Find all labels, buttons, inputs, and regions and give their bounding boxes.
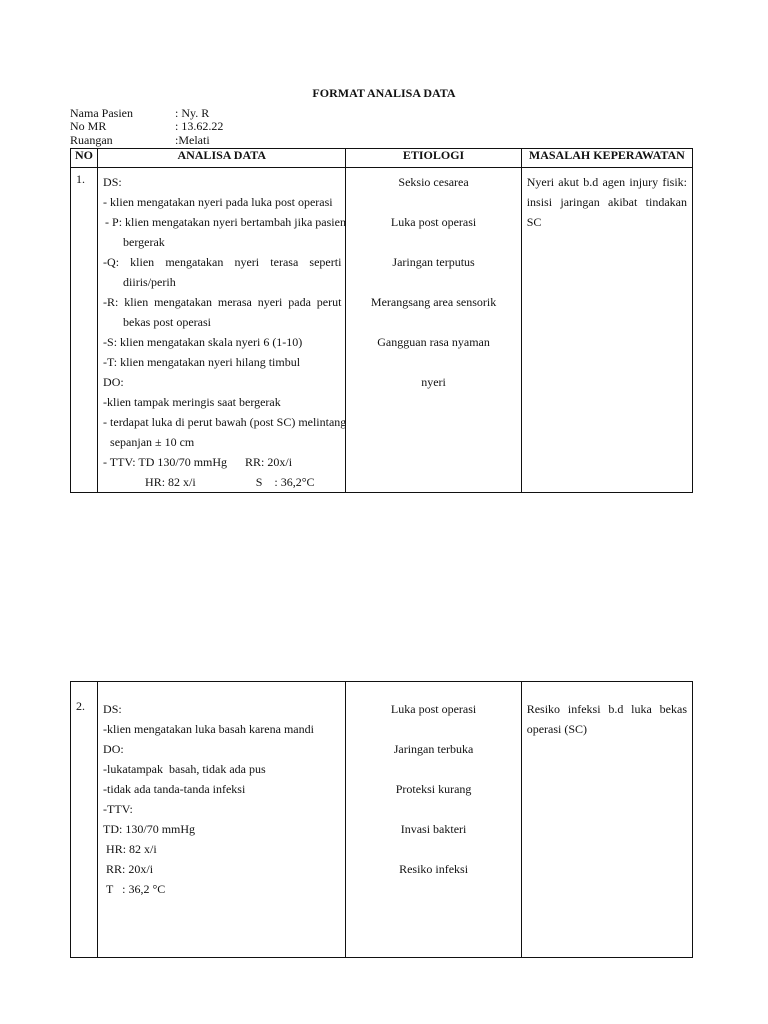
patient-mr-label: No MR (70, 119, 107, 133)
table-row (71, 682, 693, 958)
analisa-line: -S: klien mengatakan skala nyeri 6 (1-10) (103, 335, 303, 349)
analisa-line: bergerak (123, 235, 165, 249)
etiologi-cell (346, 168, 521, 493)
table-header-row (71, 149, 693, 168)
analisa-cell (98, 682, 346, 958)
analisa-line: HR: 82 x/i S : 36,2°C (145, 475, 315, 489)
analisa-line: - terdapat luka di perut bawah (post SC) melintang (103, 415, 347, 429)
analisa-line: DO: (103, 742, 124, 756)
etiologi-item: Merangsang area sensorik (370, 295, 497, 309)
etiologi-item: Jaringan terputus (392, 255, 475, 269)
etiologi-item: Invasi bakteri (400, 822, 467, 836)
row-number: 1. (71, 168, 98, 493)
etiologi-item: Luka post operasi (390, 215, 477, 229)
patient-room-label: Ruangan (70, 133, 113, 147)
analisa-line: DO: (103, 375, 124, 389)
analisa-line: TD: 130/70 mmHg (103, 822, 196, 836)
analisa-line: -tidak ada tanda-tanda infeksi (103, 782, 246, 796)
masalah-text: Nyeri akut b.d agen injury fisik: insisi jaringan akibat tindakan SC (526, 175, 687, 229)
analisa-line: HR: 82 x/i (106, 842, 157, 856)
header-etiologi: ETIOLOGI (346, 149, 521, 168)
analisa-line: -T: klien mengatakan nyeri hilang timbul (103, 355, 301, 369)
analysis-table-2 (70, 681, 693, 958)
etiologi-item: Seksio cesarea (398, 175, 469, 189)
analysis-table-1 (70, 148, 693, 493)
patient-name-label: Nama Pasien (70, 106, 133, 120)
analisa-line: -R: klien mengatakan merasa nyeri pada perut (103, 295, 342, 309)
etiologi-item: Proteksi kurang (395, 782, 472, 796)
analisa-line: -klien tampak meringis saat bergerak (103, 395, 281, 409)
document-title: FORMAT ANALISA DATA (312, 86, 456, 100)
header-analisa: ANALISA DATA (98, 149, 346, 168)
analisa-line: -TTV: (103, 802, 133, 816)
patient-mr-value: : 13.62.22 (175, 119, 224, 133)
analisa-line: DS: (103, 175, 122, 189)
analisa-line: T : 36,2 °C (106, 882, 166, 896)
etiologi-cell (346, 682, 521, 958)
analisa-line: sepanjan ± 10 cm (110, 435, 195, 449)
analisa-line: - TTV: TD 130/70 mmHg RR: 20x/i (103, 455, 293, 469)
header-masalah: MASALAH KEPERAWATAN (521, 149, 692, 168)
analisa-line: diiris/perih (123, 275, 176, 289)
analisa-cell (98, 168, 346, 493)
analisa-line: -klien mengatakan luka basah karena mandi (103, 722, 314, 736)
masalah-cell (521, 682, 692, 958)
patient-name-value: : Ny. R (175, 106, 210, 120)
etiologi-item: Luka post operasi (390, 702, 477, 716)
etiologi-item: Jaringan terbuka (393, 742, 474, 756)
masalah-cell (521, 168, 692, 493)
analisa-line: DS: (103, 702, 122, 716)
masalah-text: Resiko infeksi b.d luka bekas operasi (SC) (526, 702, 687, 736)
header-no: NO (71, 149, 98, 168)
analisa-line: -lukatampak basah, tidak ada pus (103, 762, 266, 776)
etiologi-item: nyeri (421, 375, 446, 389)
patient-room-value: :Melati (175, 133, 210, 147)
etiologi-item: Resiko infeksi (399, 862, 469, 876)
etiologi-item: Gangguan rasa nyaman (377, 335, 490, 349)
table-row (71, 168, 693, 493)
patient-room-row (70, 134, 210, 147)
analisa-line: - P: klien mengatakan nyeri bertambah jika pasien (105, 215, 346, 229)
patient-mr-row (70, 120, 223, 133)
analisa-line: -Q: klien mengatakan nyeri terasa seperti (103, 255, 342, 269)
analisa-line: - klien mengatakan nyeri pada luka post operasi (103, 195, 333, 209)
analisa-line: bekas post operasi (123, 315, 212, 329)
row-number: 2. (71, 682, 98, 958)
analisa-line: RR: 20x/i (106, 862, 154, 876)
